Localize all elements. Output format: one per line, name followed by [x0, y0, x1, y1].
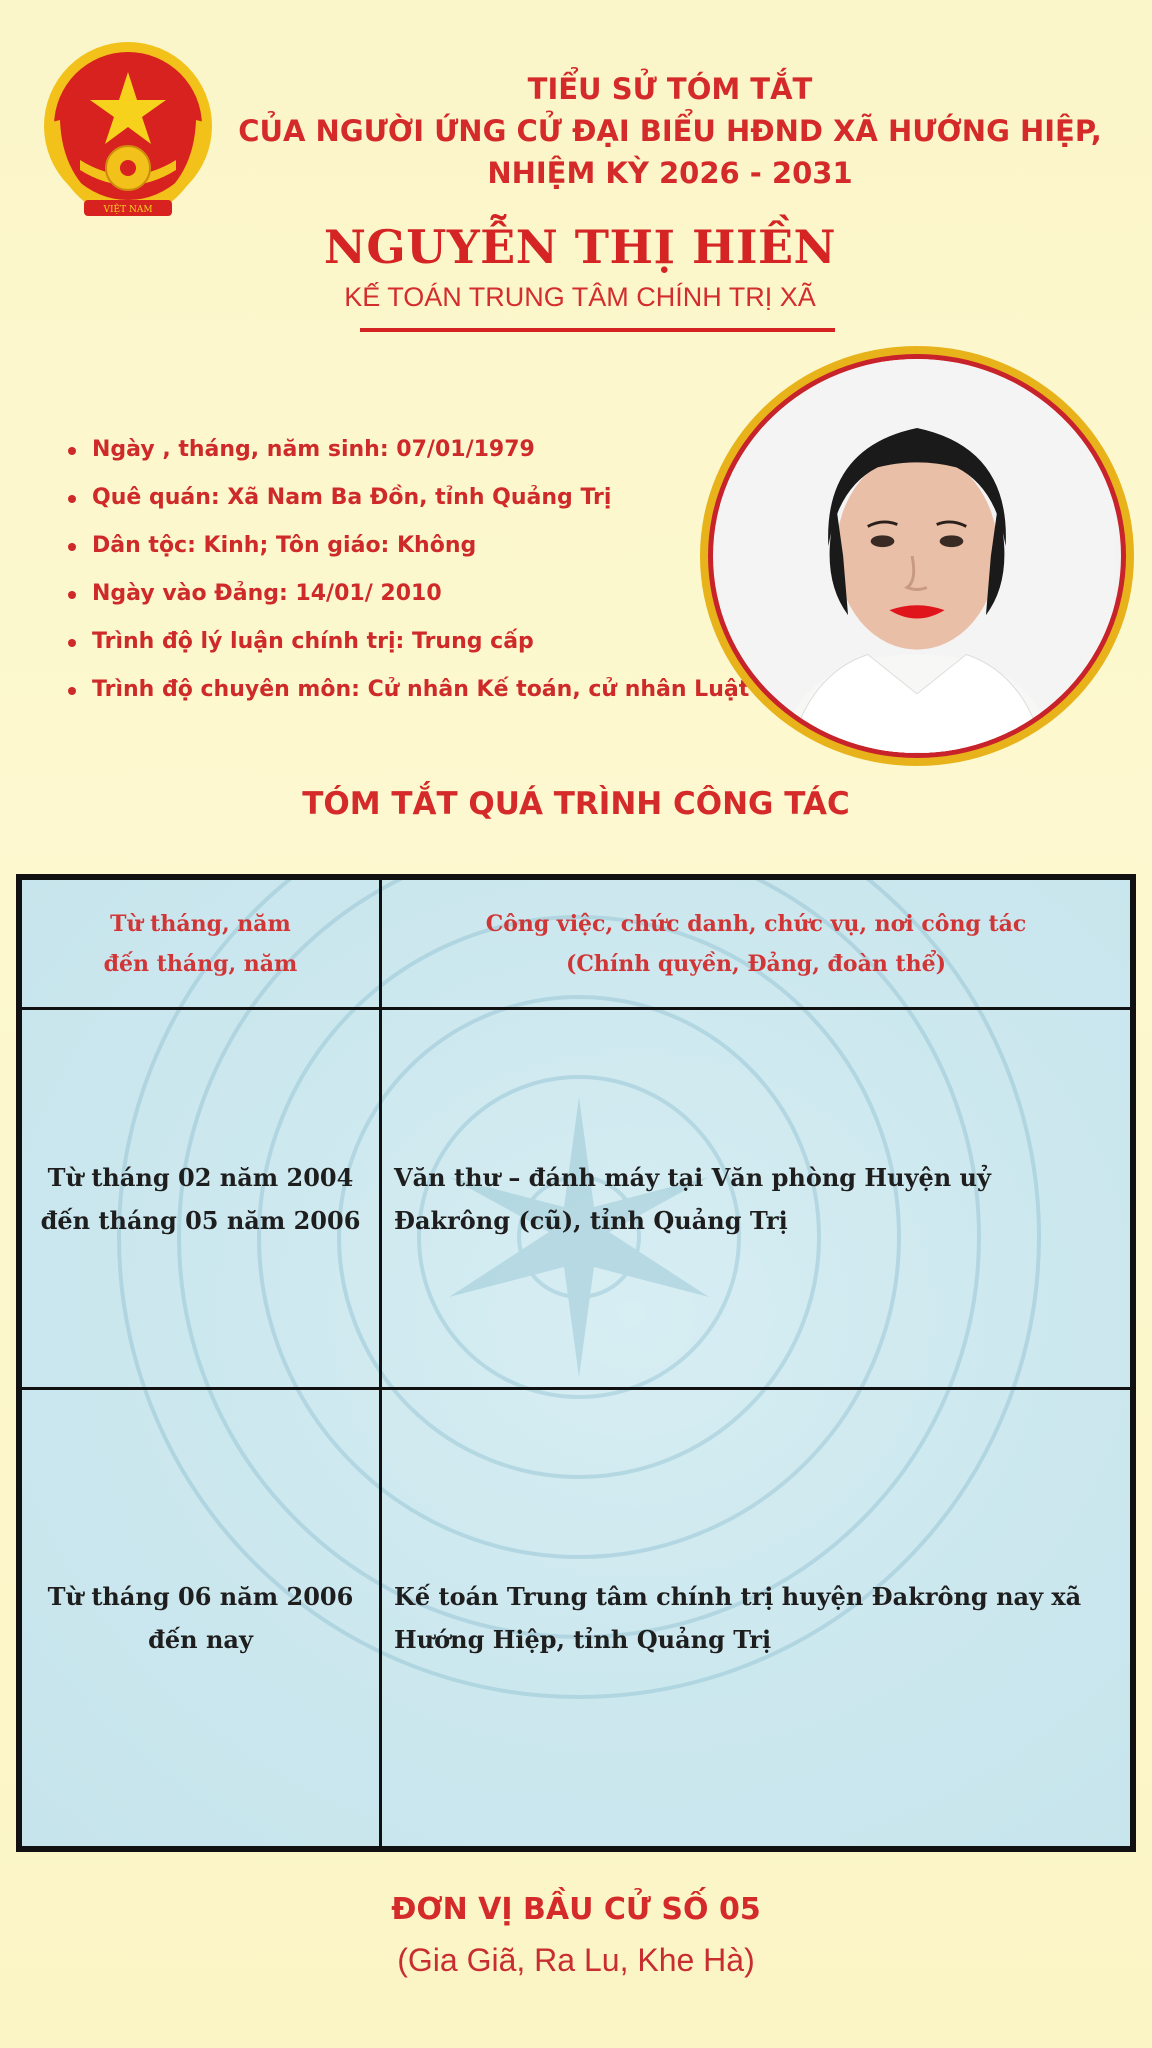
- header-line-2: CỦA NGƯỜI ỨNG CỬ ĐẠI BIỂU HĐND XÃ HƯỚNG HIỆP,: [238, 114, 1102, 148]
- fact-birthdate: Ngày , tháng, năm sinh: 07/01/1979: [64, 430, 749, 478]
- row-period: [21, 1009, 381, 1389]
- candidate-facts-list: [64, 430, 749, 718]
- header-line-3: NHIỆM KỲ 2026 - 2031: [487, 156, 853, 190]
- candidate-role: KẾ TOÁN TRUNG TÂM CHÍNH TRỊ XÃ: [344, 282, 816, 312]
- electoral-unit-areas: (Gia Giã, Ra Lu, Khe Hà): [397, 1942, 755, 1978]
- desc-line-1: Văn thư – đánh máy tại Văn phòng Huyện uỷ: [394, 1162, 991, 1192]
- period-line-2: đến tháng 05 năm 2006: [40, 1205, 361, 1235]
- document-header: [220, 68, 1120, 194]
- desc-line-2: Hướng Hiệp, tỉnh Quảng Trị: [394, 1625, 772, 1654]
- portrait-person-icon: [713, 359, 1121, 753]
- fact-ethnicity-religion: Dân tộc: Kinh; Tôn giáo: Không: [64, 526, 749, 574]
- work-history-title: TÓM TẮT QUÁ TRÌNH CÔNG TÁC: [302, 786, 850, 822]
- title-divider: [360, 328, 835, 332]
- header-period-line-1: Từ tháng, năm: [110, 910, 291, 937]
- desc-line-2: Đakrông (cũ), tỉnh Quảng Trị: [394, 1205, 788, 1235]
- header-desc-line-2: (Chính quyền, Đảng, đoàn thể): [565, 950, 947, 977]
- work-history-table: [19, 877, 1133, 1849]
- table-row: [21, 1009, 1132, 1389]
- fact-hometown: Quê quán: Xã Nam Ba Đồn, tỉnh Quảng Trị: [64, 478, 749, 526]
- period-line-1: Từ tháng 02 năm 2004: [47, 1162, 354, 1192]
- row-description: [381, 1389, 1132, 1848]
- table-row: [21, 1389, 1132, 1848]
- row-description: [381, 1009, 1132, 1389]
- work-history-table-container: [16, 874, 1136, 1852]
- column-header-description: [381, 879, 1132, 1009]
- header-desc-line-1: Công việc, chức danh, chức vụ, nơi công tác: [485, 910, 1027, 937]
- fact-party-join-date: Ngày vào Đảng: 14/01/ 2010: [64, 574, 749, 622]
- desc-line-1: Kế toán Trung tâm chính trị huyện Đakrông nay xã: [394, 1582, 1082, 1611]
- column-header-period: [21, 879, 381, 1009]
- period-line-2: đến nay: [148, 1625, 253, 1654]
- fact-political-theory: Trình độ lý luận chính trị: Trung cấp: [64, 622, 749, 670]
- header-period-line-2: đến tháng, năm: [103, 950, 298, 977]
- national-emblem-icon: [40, 40, 216, 220]
- electoral-unit-title: ĐƠN VỊ BẦU CỬ SỐ 05: [391, 1892, 761, 1927]
- period-line-1: Từ tháng 06 năm 2006: [47, 1582, 354, 1611]
- fact-education: Trình độ chuyên môn: Cử nhân Kế toán, cử nhân Luật: [64, 670, 749, 718]
- emblem-ribbon-text: VIỆT NAM: [103, 205, 153, 215]
- candidate-name: NGUYỄN THỊ HIỀN: [323, 220, 837, 274]
- header-line-1: TIỂU SỬ TÓM TẮT: [527, 72, 813, 106]
- candidate-portrait: [700, 346, 1134, 766]
- row-period: [21, 1389, 381, 1848]
